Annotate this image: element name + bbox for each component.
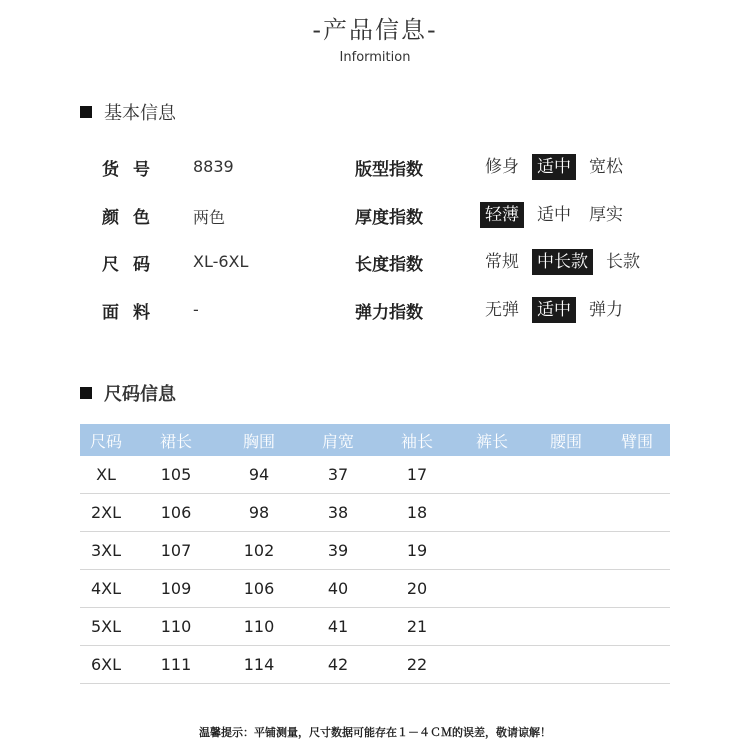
table-cell: 6XL [90,655,122,674]
size-table-header [80,424,670,456]
size-table-body [80,456,670,684]
table-cell: 39 [327,541,349,560]
column-header: 尺码 [89,431,122,451]
basic-info-value: XL-6XL [193,252,249,271]
index-option-selected: 适中 [532,154,576,180]
table-row [80,532,670,570]
table-cell: 110 [243,617,275,636]
table-cell: 17 [406,465,428,484]
table-cell: 40 [327,579,349,598]
basic-info-value: - [193,300,199,319]
basic-info-label: 尺码 [102,255,164,275]
table-cell: 41 [327,617,349,636]
index-option: 宽松 [589,157,623,177]
column-header: 臂围 [620,431,653,451]
size-table [80,424,670,684]
table-cell: 37 [327,465,349,484]
table-cell: 19 [406,541,428,560]
table-cell: 107 [160,541,192,560]
table-row [80,570,670,608]
index-option: 弹力 [589,300,623,320]
page-title: -产品信息- [312,16,438,44]
table-cell: 22 [406,655,428,674]
table-cell: 42 [327,655,349,674]
thickness-index-label: 厚度指数 [355,208,423,228]
index-option: 厚实 [589,205,623,225]
table-cell: 110 [160,617,192,636]
table-cell: 18 [406,503,428,522]
table-cell: 3XL [90,541,122,560]
index-option-selected: 适中 [532,297,576,323]
basic-info-label: 面料 [102,303,164,323]
basic-info-label: 货号 [102,160,164,180]
table-cell: 20 [406,579,428,598]
table-cell: 106 [243,579,275,598]
fit-index-options [480,154,636,180]
basic-info-title: 基本信息 [104,103,176,124]
table-cell: 114 [243,655,275,674]
length-index-options [480,249,653,275]
size-info-heading [80,380,176,406]
column-header: 腰围 [549,431,582,451]
index-option-selected: 中长款 [532,249,593,275]
table-cell: 98 [248,503,270,522]
table-cell: 105 [160,465,192,484]
index-option: 无弹 [485,300,519,320]
table-row [80,456,670,494]
index-option: 修身 [485,157,519,177]
elasticity-index-label: 弹力指数 [355,303,423,323]
thickness-index-options [480,202,636,228]
square-bullet-icon [80,387,92,399]
column-header: 胸围 [242,431,275,451]
index-option: 适中 [537,205,571,225]
table-cell: 21 [406,617,428,636]
table-cell: 38 [327,503,349,522]
table-cell: 111 [160,655,192,674]
table-row [80,646,670,684]
table-cell: 102 [243,541,275,560]
column-header: 袖长 [400,431,433,451]
table-cell: 2XL [90,503,122,522]
table-cell: 106 [160,503,192,522]
elasticity-index-options [480,297,636,323]
table-cell: 109 [160,579,192,598]
table-cell: XL [96,465,116,484]
page-subtitle: Informition [339,50,411,65]
page-header [0,12,750,65]
basic-info-value: 两色 [193,208,226,227]
table-cell: 4XL [90,579,122,598]
square-bullet-icon [80,106,92,118]
basic-info-value: 8839 [193,157,234,176]
length-index-label: 长度指数 [355,255,423,275]
size-info-title: 尺码信息 [104,384,176,405]
index-option: 长款 [606,252,640,272]
fit-index-label: 版型指数 [355,160,423,180]
basic-info-heading [80,99,176,125]
column-header: 裤长 [475,431,508,451]
table-row [80,494,670,532]
index-option: 常规 [485,252,519,272]
basic-info-label: 颜色 [102,208,164,228]
table-cell: 5XL [90,617,122,636]
column-header: 肩宽 [321,431,354,451]
index-option-selected: 轻薄 [480,202,524,228]
table-cell: 94 [248,465,270,484]
table-row [80,608,670,646]
column-header: 裙长 [159,431,192,451]
footer-note: 温馨提示：平铺测量，尺寸数据可能存在１－４ＣＭ的误差，敬请谅解！ [199,726,551,739]
